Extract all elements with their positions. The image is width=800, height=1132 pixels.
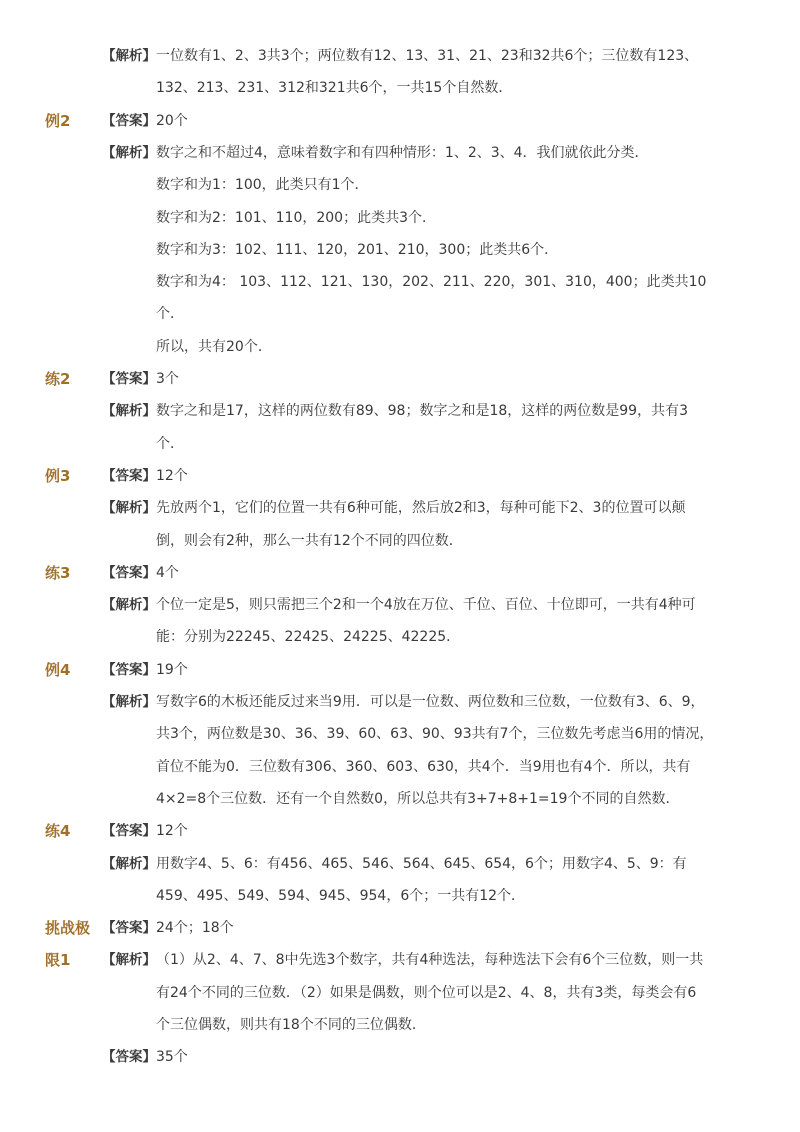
line-text: 共3个，两位数是30、36、39、60、63、90、93共有7个，三位数先考虑当6用的情况， xyxy=(156,726,714,743)
line-text: 132、213、231、312和321共6个，一共15个自然数． xyxy=(156,80,513,97)
line-text: （1）从2、4、7、8中先选3个数字，共有4种选法，每种选法下会有6个三位数，则一共 xyxy=(156,952,704,969)
problem-label: 练4 xyxy=(45,822,71,841)
section-tag: 【解析】 xyxy=(102,597,156,614)
problem-label: 例3 xyxy=(45,466,71,485)
problem-label: 限1 xyxy=(45,951,71,970)
problem-label: 练2 xyxy=(45,370,71,388)
section-tag: 【答案】 xyxy=(102,371,156,387)
section-tag: 【答案】 xyxy=(102,1049,156,1066)
line-text: 个三位偶数，则共有18个不同的三位偶数． xyxy=(156,1017,426,1033)
document-line xyxy=(0,751,800,783)
line-text: 数字和为1：100，此类只有1个． xyxy=(156,177,369,194)
line-text: 3个 xyxy=(156,371,179,387)
section-tag: 【答案】 xyxy=(102,112,156,129)
document-line xyxy=(0,72,800,104)
line-text: 12个 xyxy=(156,823,188,840)
document-line xyxy=(0,912,800,944)
problem-label: 挑战极 xyxy=(45,919,91,938)
document-line xyxy=(0,428,800,460)
document-line xyxy=(0,815,800,847)
document-line xyxy=(0,40,800,72)
section-tag: 【答案】 xyxy=(102,661,156,678)
line-text: 数字之和不超过4，意味着数字和有四种情形：1、2、3、4．我们就依此分类． xyxy=(156,144,649,161)
document-line xyxy=(0,1009,800,1041)
line-text: 有24个不同的三位数．（2）如果是偶数，则个位可以是2、4、8，共有3类，每类会有6 xyxy=(156,984,697,1001)
document-line xyxy=(0,718,800,750)
document-line xyxy=(0,492,800,524)
line-text: 数字和为3：102、111、120，201、210，300；此类共6个． xyxy=(156,241,559,258)
section-tag: 【答案】 xyxy=(102,467,156,484)
line-text: 数字之和是17，这样的两位数有89、98；数字之和是18，这样的两位数是99，共有3 xyxy=(156,403,688,420)
line-text: 先放两个1，它们的位置一共有6种可能，然后放2和3，每种可能下2、3的位置可以颠 xyxy=(156,500,686,517)
line-text: 个． xyxy=(156,435,184,452)
document-line xyxy=(0,783,800,815)
problem-label: 例2 xyxy=(45,111,71,130)
document-line xyxy=(0,944,800,976)
document-line xyxy=(0,525,800,557)
section-tag: 【解析】 xyxy=(102,952,156,969)
document-line xyxy=(0,848,800,880)
line-text: 个位一定是5，则只需把三个2和一个4放在万位、千位、百位、十位即可，一共有4种可 xyxy=(156,597,696,614)
document-line xyxy=(0,621,800,653)
line-text: 4个 xyxy=(156,564,179,581)
line-text: 所以，共有20个． xyxy=(156,338,272,355)
line-text: 24个；18个 xyxy=(156,920,234,937)
line-text: 35个 xyxy=(156,1049,188,1066)
document-line xyxy=(0,331,800,363)
document-line xyxy=(0,686,800,718)
section-tag: 【解析】 xyxy=(102,500,156,517)
line-text: 4×2=8个三位数．还有一个自然数0，所以总共有3+7+8+1=19个不同的自然数． xyxy=(156,790,680,807)
line-text: 首位不能为0．三位数有306、360、603、630，共4个．当9用也有4个．所以，共有 xyxy=(156,758,691,775)
line-text: 19个 xyxy=(156,661,188,678)
document-line xyxy=(0,363,800,395)
document-line xyxy=(0,137,800,169)
document-line xyxy=(0,234,800,266)
line-text: 倒，则会有2种，那么一共有12个不同的四位数． xyxy=(156,532,463,549)
line-text: 数字和为2：101、110，200；此类共3个． xyxy=(156,209,436,226)
document-line xyxy=(0,557,800,589)
section-tag: 【答案】 xyxy=(102,564,156,581)
line-text: 20个 xyxy=(156,112,188,129)
line-text: 459、495、549、594、945、954，6个；一共有12个． xyxy=(156,887,526,904)
line-text: 12个 xyxy=(156,467,188,484)
section-tag: 【答案】 xyxy=(102,920,156,937)
problem-label: 例4 xyxy=(45,660,71,679)
document-line xyxy=(0,105,800,137)
document-line xyxy=(0,395,800,427)
document-line xyxy=(0,880,800,912)
problem-label: 练3 xyxy=(45,563,71,582)
section-tag: 【解析】 xyxy=(102,144,156,161)
line-text: 用数字4、5、6：有456、465、546、564、645、654，6个；用数字4、5、9：有 xyxy=(156,855,687,872)
document-line xyxy=(0,977,800,1009)
line-text: 一位数有1、2、3共3个；两位数有12、13、31、21、23和32共6个；三位数有123、 xyxy=(156,48,699,64)
section-tag: 【解析】 xyxy=(102,48,156,64)
line-text: 写数字6的木板还能反过来当9用．可以是一位数、两位数和三位数，一位数有3、6、9， xyxy=(156,694,705,710)
line-text: 数字和为4： 103、112、121、130，202、211、220，301、310，400；此类共10 xyxy=(156,274,707,291)
document-line xyxy=(0,266,800,298)
line-text: 能：分别为22245、22425、24225、42225． xyxy=(156,629,461,646)
document-line xyxy=(0,169,800,201)
section-tag: 【解析】 xyxy=(102,694,156,710)
section-tag: 【答案】 xyxy=(102,823,156,840)
document-line xyxy=(0,460,800,492)
document-line xyxy=(0,298,800,330)
document-line xyxy=(0,1041,800,1073)
document-line xyxy=(0,654,800,686)
document-line xyxy=(0,202,800,234)
line-text: 个． xyxy=(156,306,184,323)
document-line xyxy=(0,589,800,621)
section-tag: 【解析】 xyxy=(102,855,156,872)
section-tag: 【解析】 xyxy=(102,403,156,420)
